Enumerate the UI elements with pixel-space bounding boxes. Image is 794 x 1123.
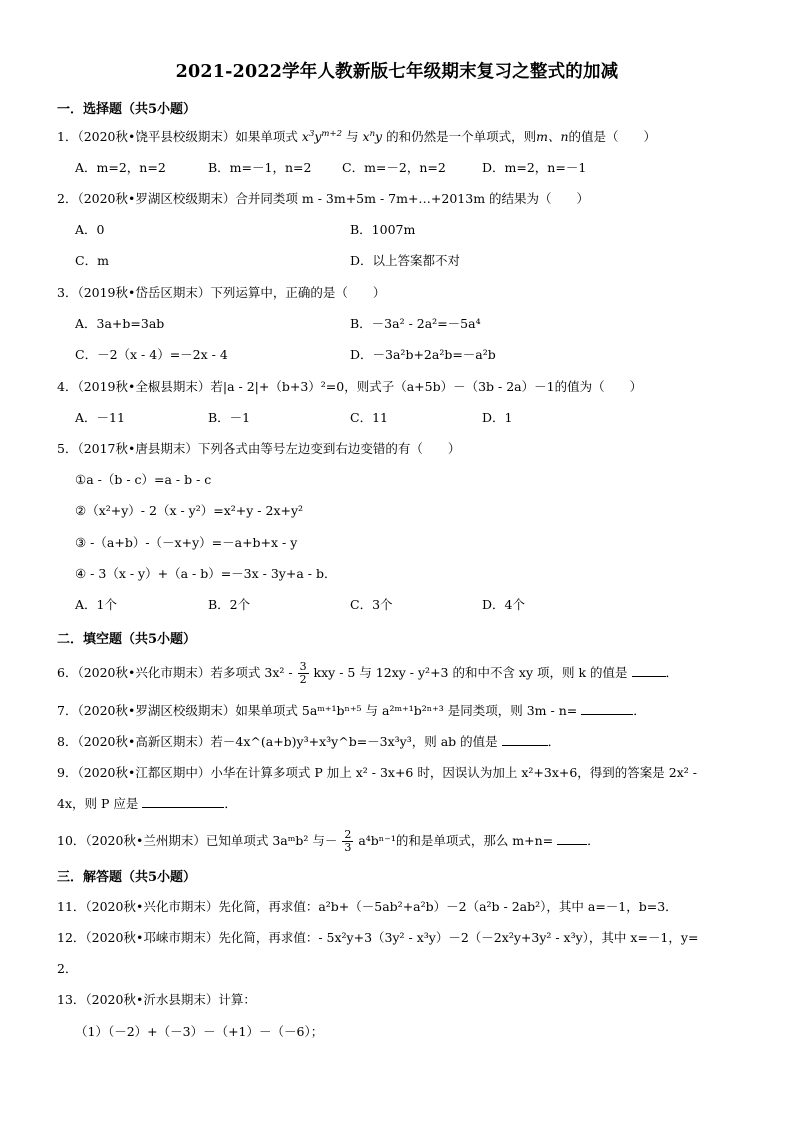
q6-end: ． xyxy=(665,665,679,680)
question-4: 4．（2019秋•全椒县期末）若|a - 2|+（b+3）²=0，则式子（a+5b）－（3b - 2a）－1的值为（ ） xyxy=(57,379,643,394)
q7-text: 7．（2020秋•罗湖区校级期末）如果单项式 5aᵐ⁺¹bⁿ⁺⁵ 与 a²ᵐ⁺¹b²ⁿ⁺³ 是同类项，则 3m - n= xyxy=(57,703,578,718)
q7-answer-blank[interactable] xyxy=(581,702,633,715)
question-3: 3．（2019秋•岱岳区期末）下列运算中，正确的是（ ） xyxy=(57,285,386,300)
q5-option-b: B．2个 xyxy=(208,597,251,612)
q6-answer-blank[interactable] xyxy=(632,664,666,677)
q3-option-b: B．－3a² - 2a²=－5a⁴ xyxy=(350,316,481,331)
q10-frac-den: 3 xyxy=(344,841,352,854)
q6-fraction xyxy=(298,661,309,686)
q4-option-b: B．－1 xyxy=(208,410,251,425)
question-12-line-2: 2． xyxy=(57,961,78,976)
q1-option-b: B．m=－1，n=2 xyxy=(208,160,312,175)
question-7 xyxy=(57,701,646,721)
q5-item-3: ③ -（a+b）-（－x+y）=－a+b+x - y xyxy=(75,535,298,550)
q10-end: ． xyxy=(587,833,600,848)
q8-answer-blank[interactable] xyxy=(502,733,548,746)
q6-text-a: 6．（2020秋•兴化市期末）若多项式 3x² - xyxy=(57,665,293,680)
question-6 xyxy=(57,660,679,686)
question-13: 13．（2020秋•沂水县期末）计算： xyxy=(57,992,256,1007)
q3-option-a: A．3a+b=3ab xyxy=(75,316,165,331)
q10-frac-num: 2 xyxy=(344,828,352,841)
q9-end: ． xyxy=(224,796,237,811)
q5-option-a: A．1个 xyxy=(75,597,117,612)
q7-end: ． xyxy=(633,703,646,718)
q9-answer-blank[interactable] xyxy=(142,795,224,808)
question-11: 11．（2020秋•兴化市期末）先化简，再求值：a²b+（－5ab²+a²b）－2（a²b - 2ab²），其中 a=－1，b=3． xyxy=(57,899,678,914)
q5-item-4: ④ - 3（x - y）+（a - b）=－3x - 3y+a - b． xyxy=(75,566,337,581)
question-10 xyxy=(57,828,600,854)
q5-option-d: D．4个 xyxy=(482,597,525,612)
q6-text-b: kxy - 5 与 12xy - y²+3 的和中不含 xy 项，则 k 的值是 xyxy=(313,665,628,680)
q5-option-c: C．3个 xyxy=(350,597,393,612)
question-12-line-1: 12．（2020秋•邛崃市期末）先化简，再求值：- 5x²y+3（3y² - x³y）－2（－2x²y+3y² - x³y），其中 x=－1，y= xyxy=(57,930,699,945)
q5-item-1: ①a -（b - c）=a - b - c xyxy=(75,472,212,487)
q1-text-end: 的值是（ ） xyxy=(568,129,657,144)
question-1 xyxy=(57,127,656,147)
q8-text: 8．（2020秋•高新区期末）若－4x^(a+b)y³+x³y^b=－3x³y³，则 ab 的值是 xyxy=(57,734,498,749)
q2-option-d: D．以上答案都不对 xyxy=(350,253,461,268)
q10-fraction xyxy=(342,829,353,854)
q3-option-d: D．－3a²b+2a²b=－a²b xyxy=(350,347,496,362)
section-heading-solve: 三．解答题（共5小题） xyxy=(57,870,197,885)
q1-text-and: 与 xyxy=(346,129,359,144)
q2-option-c: C．m xyxy=(75,253,109,268)
q1-option-c: C．m=－2，n=2 xyxy=(342,160,446,175)
q4-option-d: D．1 xyxy=(482,410,513,425)
q4-option-c: C．11 xyxy=(350,410,388,425)
question-9-line-1: 9．（2020秋•江都区期中）小华在计算多项式 P 加上 x² - 3x+6 时，因误认为加上 x²+3x+6，得到的答案是 2x² - xyxy=(57,765,697,780)
q2-option-b: B．1007m xyxy=(350,222,416,237)
q1-term-2: $x^ny$ xyxy=(362,128,383,144)
page-title: 2021-2022学年人教新版七年级期末复习之整式的加减 xyxy=(175,62,619,82)
q2-option-a: A．0 xyxy=(75,222,105,237)
section-heading-choice: 一．选择题（共5小题） xyxy=(57,102,197,117)
q3-option-c: C．－2（x - 4）=－2x - 4 xyxy=(75,347,228,362)
q1-vars: m、n xyxy=(536,129,569,144)
q1-text-sum: 的和仍然是一个单项式，则 xyxy=(386,129,537,144)
q4-option-a: A．－11 xyxy=(75,410,125,425)
q1-source: 1．（2020秋•饶平县校级期末）如果单项式 xyxy=(57,129,298,144)
question-2: 2．（2020秋•罗湖区校级期末）合并同类项 m - 3m+5m - 7m+…+2013m 的结果为（ ） xyxy=(57,191,590,206)
question-9-line-2 xyxy=(57,794,237,814)
q8-end: ． xyxy=(547,734,561,749)
q6-frac-den: 2 xyxy=(299,673,307,686)
q10-text-b: a⁴bⁿ⁻¹的和是单项式，那么 m+n= xyxy=(358,833,554,848)
q1-option-a: A．m=2，n=2 xyxy=(75,160,166,175)
q10-answer-blank[interactable] xyxy=(557,832,587,845)
question-5: 5．（2017秋•唐县期末）下列各式由等号左边变到右边变错的有（ ） xyxy=(57,441,461,456)
question-8 xyxy=(57,732,560,752)
q9-text: 4x，则 P 应是 xyxy=(57,796,139,811)
q6-frac-num: 3 xyxy=(299,660,307,673)
q1-term-1: $x^3y^{m+2}$ xyxy=(301,128,343,144)
q1-option-d: D．m=2，n=－1 xyxy=(482,160,587,175)
q13-subquestion-1: （1）（－2）+（－3）－（+1）－（－6）； xyxy=(75,1024,324,1039)
q10-text-a: 10．（2020秋•兰州期末）已知单项式 3aᵐb² 与－ xyxy=(57,833,338,848)
section-heading-fill: 二．填空题（共5小题） xyxy=(57,632,197,647)
q5-item-2: ②（x²+y）- 2（x - y²）=x²+y - 2x+y² xyxy=(75,503,304,518)
